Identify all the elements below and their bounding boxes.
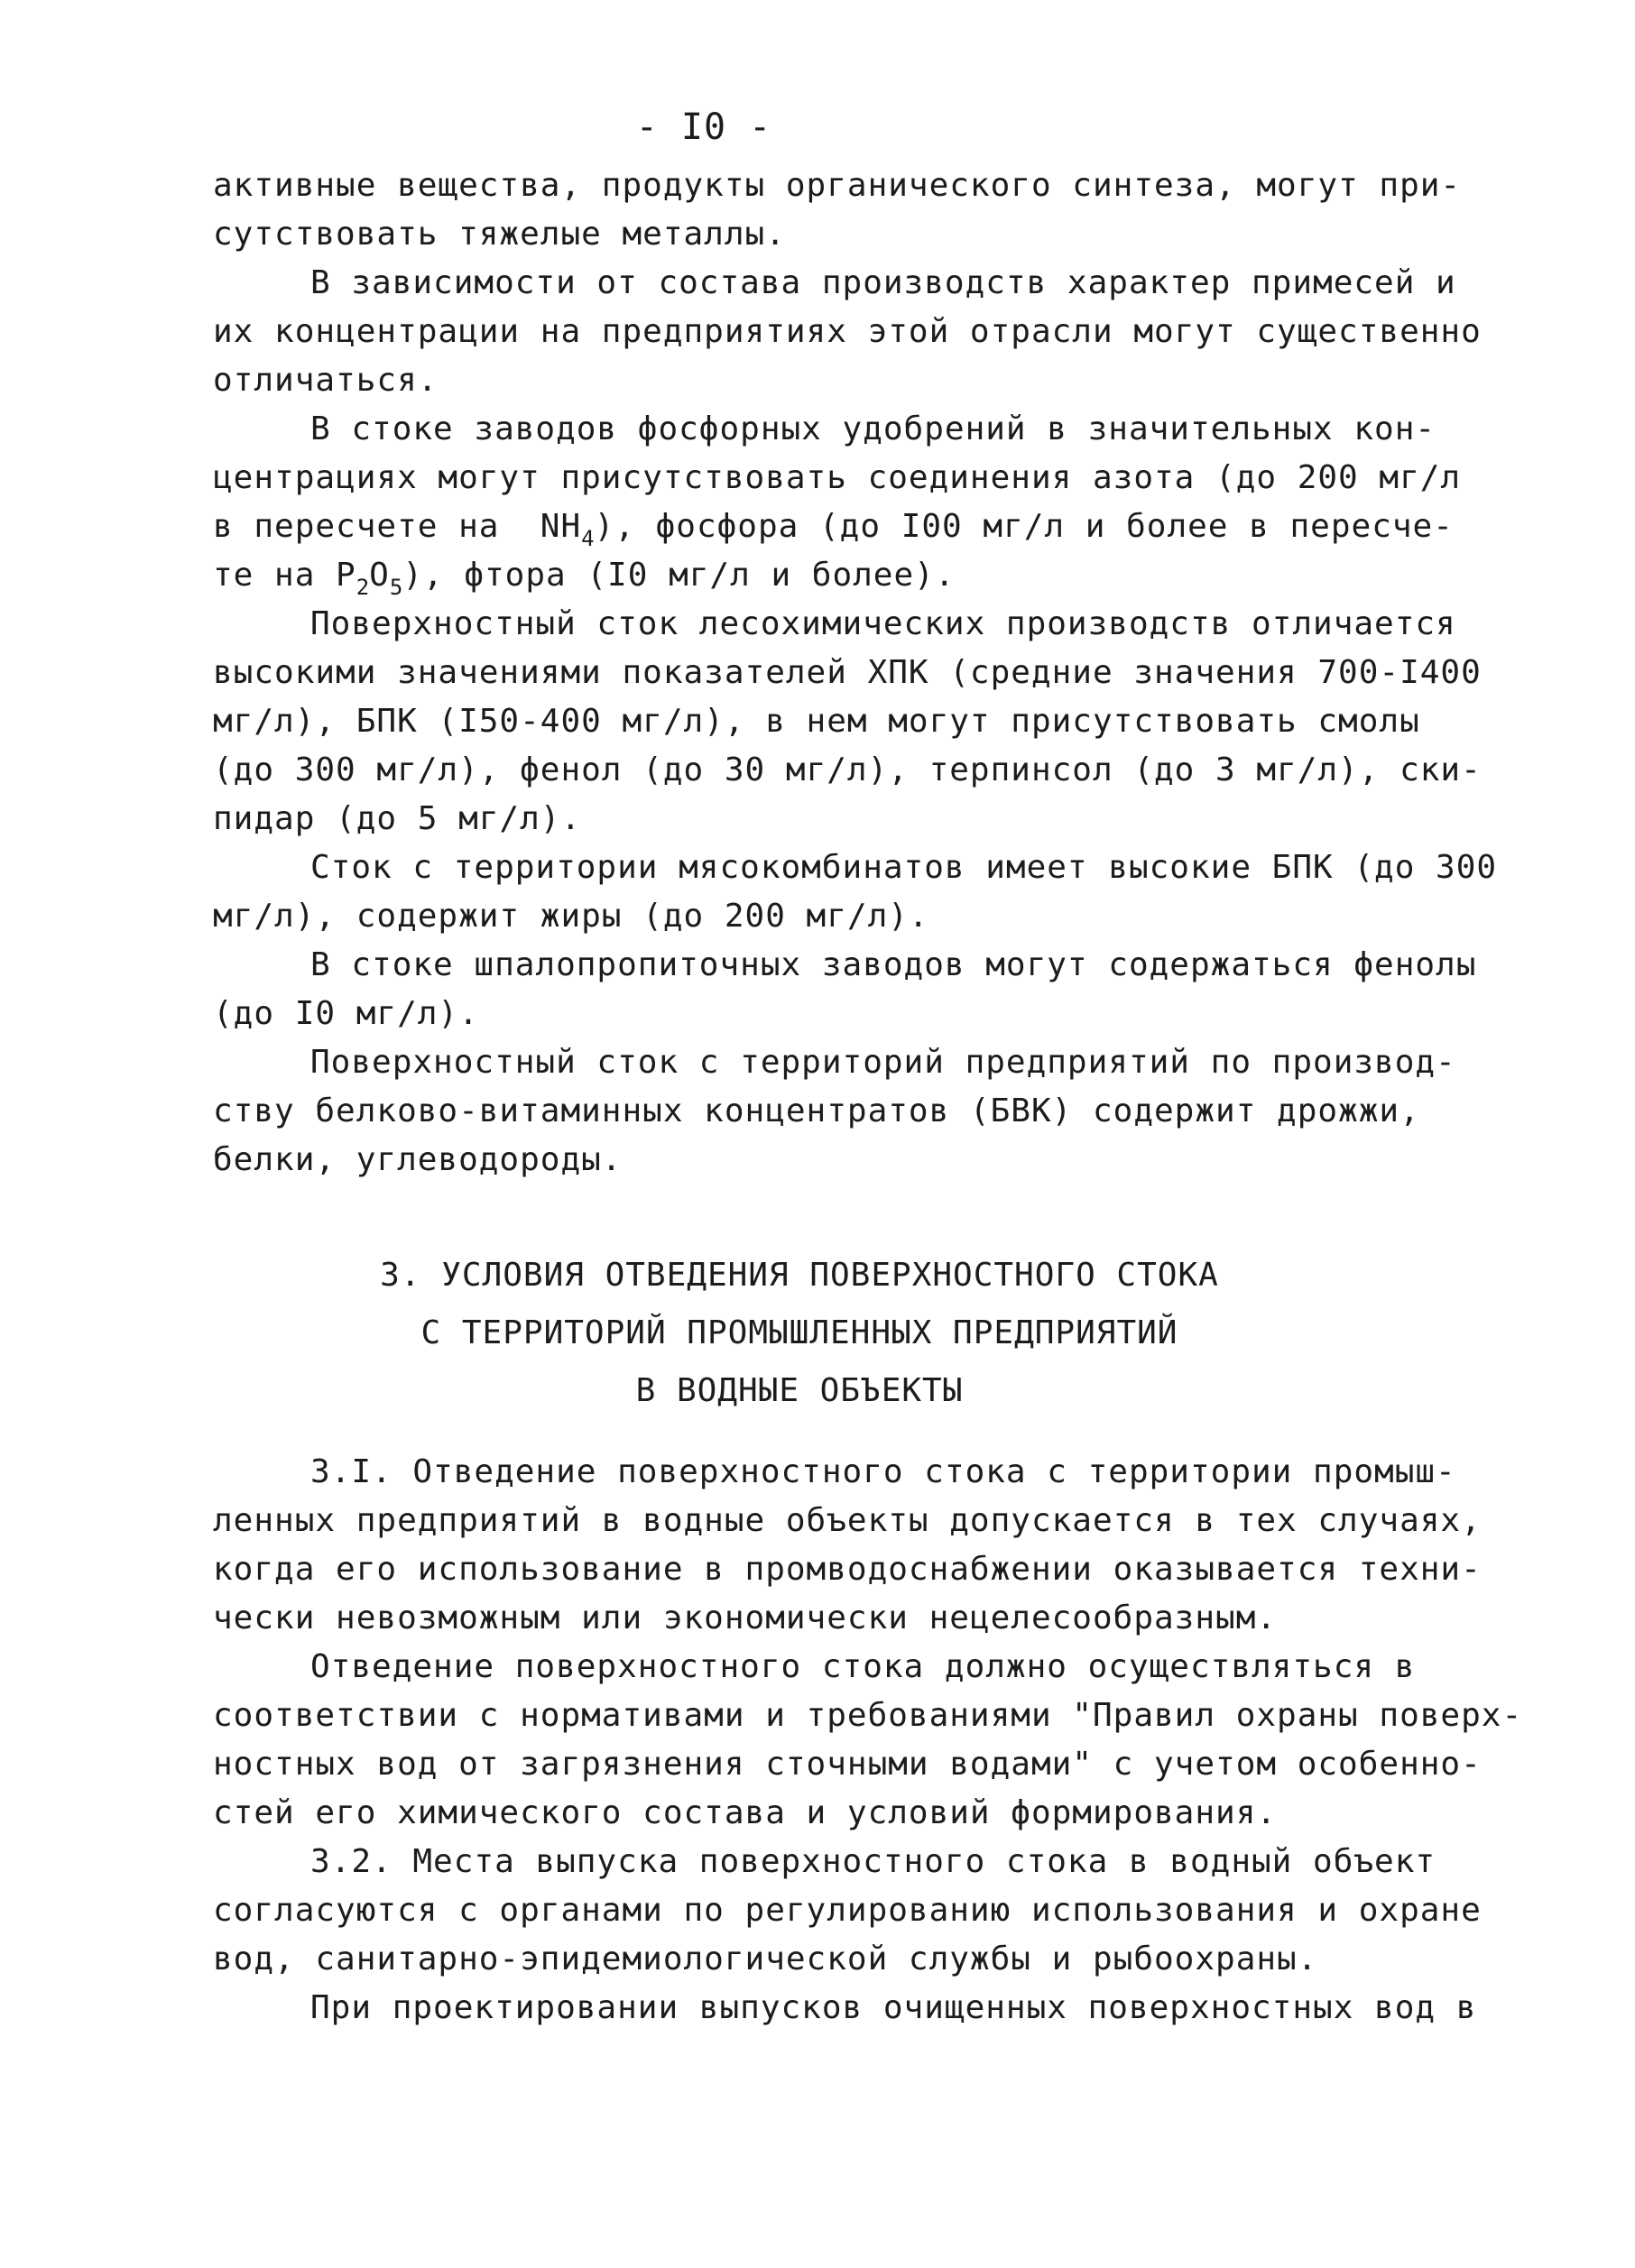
text-line: пидар (до 5 мг/л). (213, 800, 582, 837)
text-line: 3.I. Отведение поверхностного стока с территории промыш- (310, 1453, 1456, 1490)
heading-line: 3. УСЛОВИЯ ОТВЕДЕНИЯ ПОВЕРХНОСТНОГО СТОКА (380, 1257, 1219, 1294)
text-segment: в пересчете на NH (213, 508, 582, 545)
subscript: 4 (581, 526, 595, 551)
text-segment: те на P (213, 557, 356, 594)
text-line: вод, санитарно-эпидемиологической службы и рыбоохраны. (213, 1941, 1318, 1978)
body-text-upper (213, 161, 1498, 1185)
text-line: При проектировании выпусков очищенных поверхностных вод в (310, 1989, 1477, 2026)
text-line: сутствовать тяжелые металлы. (213, 216, 786, 253)
text-line: чески невозможным или экономически нецелесообразным. (213, 1600, 1278, 1636)
heading-line: В ВОДНЫЕ ОБЪЕКТЫ (635, 1372, 964, 1409)
text-line: В стоке заводов фосфорных удобрений в значительных кон- (310, 410, 1436, 447)
text-line: их концентрации на предприятиях этой отрасли могут существенно (213, 313, 1482, 350)
text-line: (до 300 мг/л), фенол (до 30 мг/л), терпинсол (до 3 мг/л), ски- (213, 751, 1482, 788)
subscript: 2 (356, 575, 370, 600)
text-segment: O (369, 557, 390, 594)
text-line: согласуются с органами по регулированию использования и охране (213, 1892, 1482, 1929)
text-line: высокими значениями показателей ХПК (средние значения 700-I400 (213, 654, 1482, 691)
text-line: Отведение поверхностного стока должно осуществляться в (310, 1648, 1416, 1685)
text-segment: ), фосфора (до I00 мг/л и более в пересче- (594, 508, 1454, 545)
text-segment: ), фтора (I0 мг/л и более). (402, 557, 956, 594)
text-line: когда его использование в промводоснабжении оказывается техни- (213, 1551, 1482, 1588)
text-line: центрациях могут присутствовать соединения азота (до 200 мг/л (213, 459, 1462, 496)
text-line: (до I0 мг/л). (213, 995, 479, 1032)
text-line: соответствии с нормативами и требованиями "Правил охраны поверх- (213, 1697, 1523, 1734)
text-line: 3.2. Места выпуска поверхностного стока в водный объект (310, 1843, 1436, 1880)
text-line: активные вещества, продукты органического синтеза, могут при- (213, 167, 1462, 204)
text-line: стей его химического состава и условий формирования. (213, 1794, 1278, 1831)
text-line: В стоке шпалопропиточных заводов могут содержаться фенолы (310, 946, 1477, 983)
text-line: В зависимости от состава производств характер примесей и (310, 264, 1456, 301)
text-line: белки, углеводороды. (213, 1141, 623, 1178)
page-number: - I0 - (635, 106, 772, 148)
text-line: отличаться. (213, 362, 439, 399)
text-line-formula-p2o5 (213, 551, 1476, 600)
section-heading (213, 1247, 1386, 1420)
text-line: мг/л), БПК (I50-400 мг/л), в нем могут присутствовать смолы (213, 703, 1420, 740)
body-text-lower (213, 1448, 1523, 2033)
text-line-formula-nh4 (213, 502, 1476, 551)
text-line: Поверхностный сток лесохимических производств отличается (310, 605, 1456, 642)
text-line: Поверхностный сток с территорий предприятий по производ- (310, 1044, 1456, 1081)
text-line: мг/л), содержит жиры (до 200 мг/л). (213, 898, 929, 935)
text-line: ству белково-витаминных концентратов (БВК) содержит дрожжи, (213, 1093, 1420, 1129)
subscript: 5 (389, 575, 403, 600)
text-line: Сток с территории мясокомбинатов имеет высокие БПК (до 300 (310, 849, 1498, 886)
text-line: ленных предприятий в водные объекты допускается в тех случаях, (213, 1502, 1482, 1539)
text-line: ностных вод от загрязнения сточными водами" с учетом особенно- (213, 1746, 1482, 1783)
heading-line: С ТЕРРИТОРИЙ ПРОМЫШЛЕННЫХ ПРЕДПРИЯТИЙ (420, 1314, 1178, 1351)
